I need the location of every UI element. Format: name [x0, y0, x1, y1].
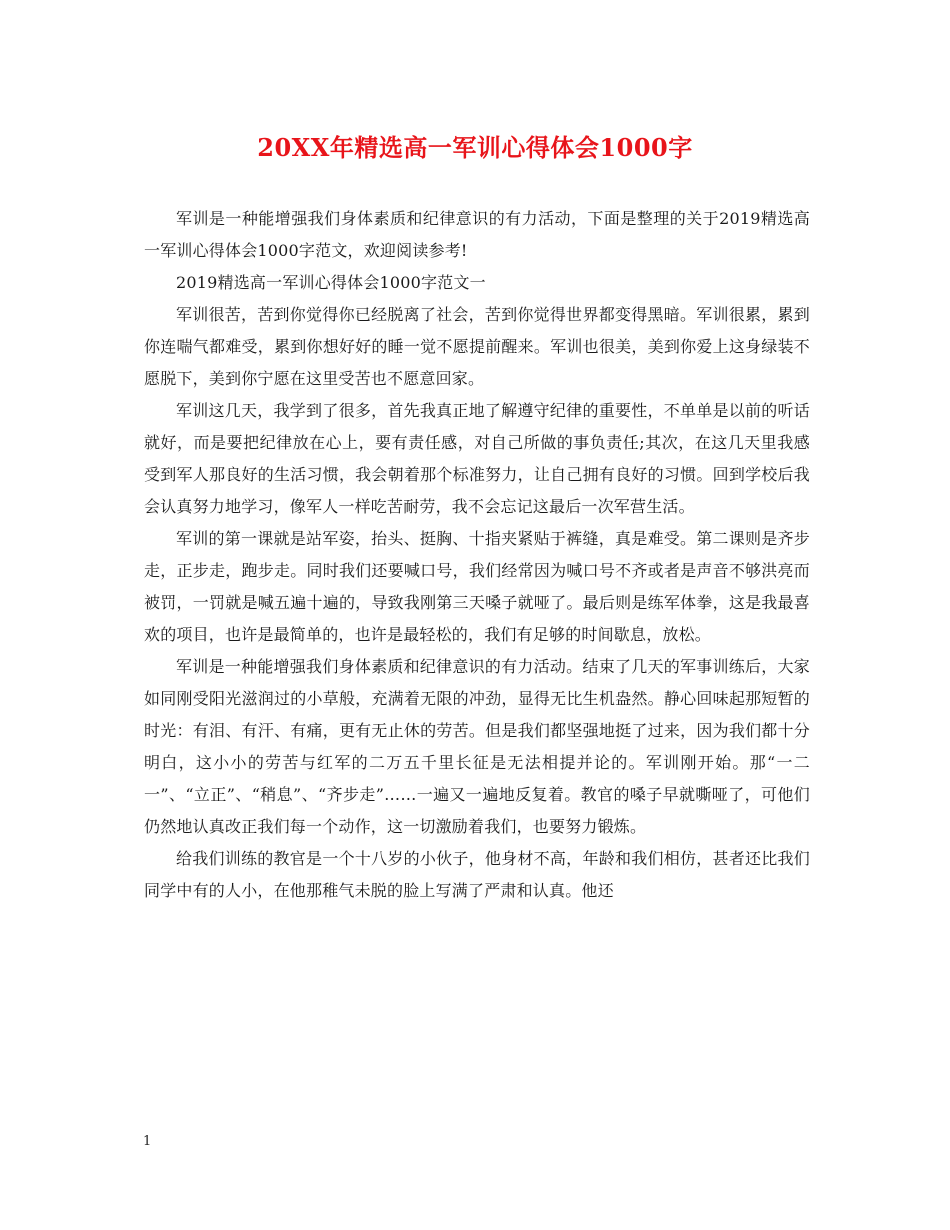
paragraph-intro: 军训是一种能增强我们身体素质和纪律意识的有力活动，下面是整理的关于2019精选高一军训心得体会1000字范文，欢迎阅读参考!	[144, 209, 810, 260]
page-number: 1	[143, 1134, 152, 1149]
paragraph: 军训这几天，我学到了很多，首先我真正地了解遵守纪律的重要性，不单单是以前的听话就好，而是要把纪律放在心上，要有责任感，对自己所做的事负责任;其次，在这几天里我感受到军人那良好的生活习惯，我会朝着那个标准努力，让自己拥有良好的习惯。回到学校后我会认真努力地学习，像军人一样吃苦耐劳，我不会忘记这最后一次军营生活。	[144, 401, 810, 516]
document-body	[144, 203, 810, 907]
document-title: 20XX年精选高一军训心得体会1000字	[257, 133, 693, 162]
paragraph: 军训的第一课就是站军姿，抬头、挺胸、十指夹紧贴于裤缝，真是难受。第二课则是齐步走，正步走，跑步走。同时我们还要喊口号，我们经常因为喊口号不齐或者是声音不够洪亮而被罚，一罚就是喊五遍十遍的，导致我刚第三天嗓子就哑了。最后则是练军体拳，这是我最喜欢的项目，也许是最简单的，也许是最轻松的，我们有足够的时间歇息，放松。	[144, 529, 810, 644]
paragraph: 给我们训练的教官是一个十八岁的小伙子，他身材不高，年龄和我们相仿，甚者还比我们同学中有的人小，在他那稚气未脱的脸上写满了严肃和认真。他还	[144, 849, 810, 900]
paragraph: 军训很苦，苦到你觉得你已经脱离了社会，苦到你觉得世界都变得黑暗。军训很累，累到你连喘气都难受，累到你想好好的睡一觉不愿提前醒来。军训也很美，美到你爱上这身绿装不愿脱下，美到你宁愿在这里受苦也不愿意回家。	[144, 305, 810, 388]
paragraph-section-heading: 2019精选高一军训心得体会1000字范文一	[176, 273, 486, 292]
paragraph: 军训是一种能增强我们身体素质和纪律意识的有力活动。结束了几天的军事训练后，大家如同刚受阳光滋润过的小草般，充满着无限的冲劲，显得无比生机盎然。静心回味起那短暂的时光：有泪、有汗、有痛，更有无止休的劳苦。但是我们都坚强地挺了过来，因为我们都十分明白，这小小的劳苦与红军的二万五千里长征是无法相提并论的。军训刚开始。那“一二一”、“立正”、“稍息”、“齐步走”……一遍又一遍地反复着。教官的嗓子早就嘶哑了，可他们仍然地认真改正我们每一个动作，这一切激励着我们，也要努力锻炼。	[144, 657, 810, 836]
